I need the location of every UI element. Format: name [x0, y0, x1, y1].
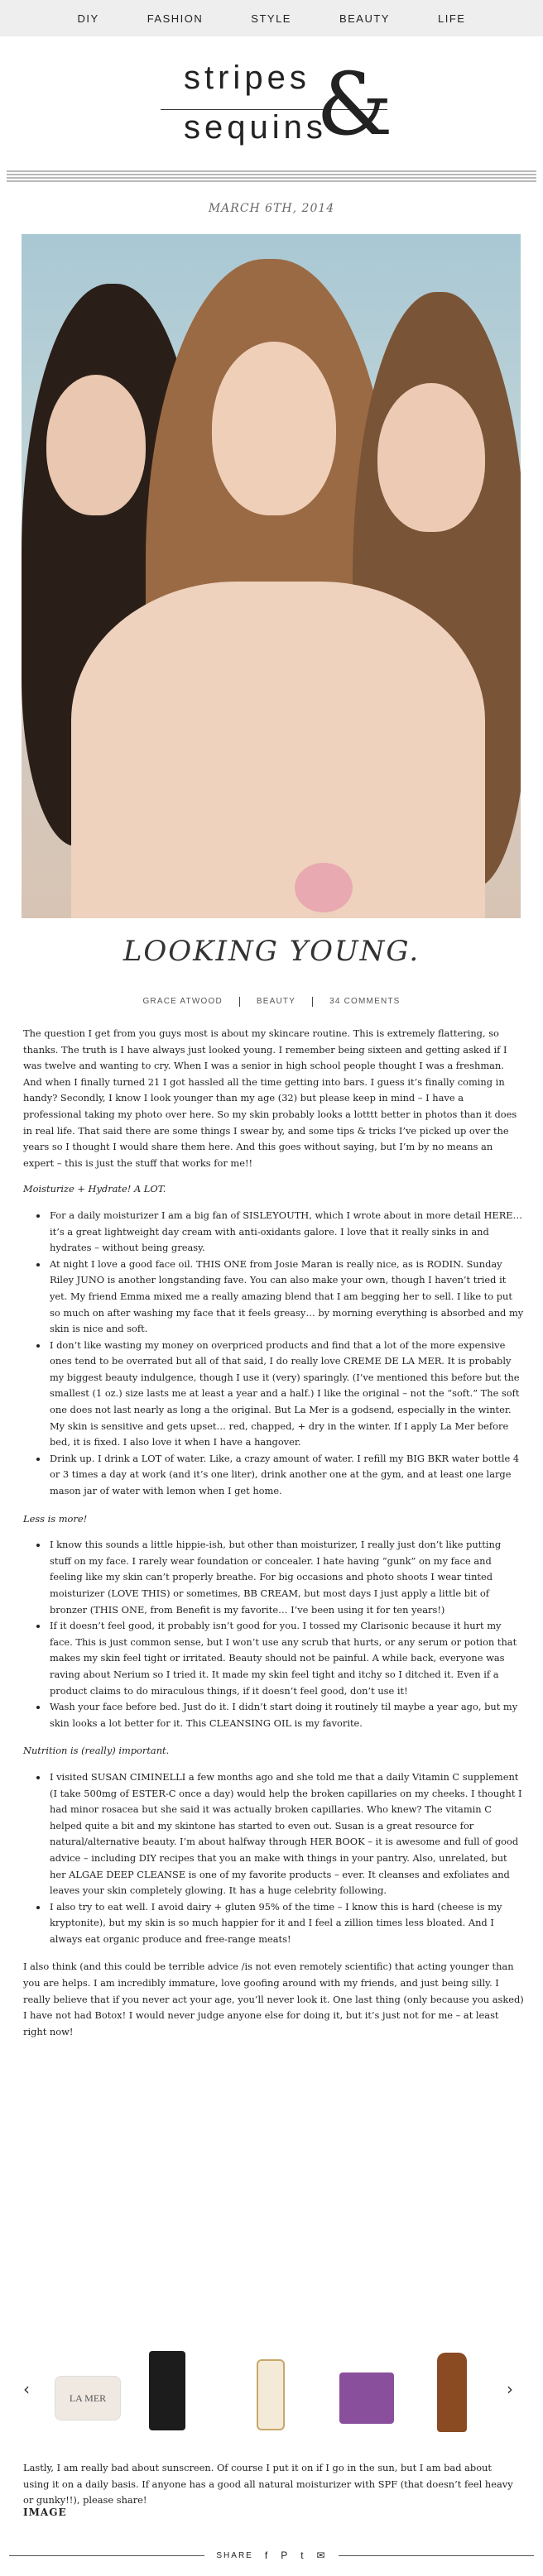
post-closing: Lastly, I am really bad about sunscreen. Of course I put it on if I go in the sun, but I am bad about using it on a daily basis. If anyone has a good all natural moisturizer with SPF (that doesn’t feel heavy or gunky!!), please share!	[23, 2462, 513, 2507]
section-heading-moisturize: Moisturize + Hydrate! A LOT.	[23, 1183, 166, 1195]
post-category[interactable]: BEAUTY	[256, 997, 296, 1006]
share-rule	[339, 2555, 534, 2556]
product-tinted-moisturizer[interactable]	[149, 2351, 185, 2430]
post-title: LOOKING YOUNG.	[123, 935, 420, 968]
nav-item-style[interactable]: STYLE	[251, 12, 291, 25]
post-meta	[0, 997, 543, 1007]
carousel-prev-arrow-icon[interactable]: ‹	[23, 2379, 30, 2399]
post-comments-link[interactable]: 34 COMMENTS	[329, 997, 401, 1006]
list-less-is-more	[23, 1537, 525, 1731]
list-item: I don’t like wasting my money on overpriced products and find that a lot of the more expensive ones tend to be overrated but all of that said, I do really love CREME DE LA MER. It is probably my biggest beauty indulgence, though I use it (very) sparingly. (I’ve mentioned this before but the smallest (1 oz.) size lasts me at least a year and a half.) I like the original – not the “soft.” The soft one does not last nearly as long a the original. But La Mer is a godsend, especially in the winter. My skin is sensitive and gets upset… red, chapped, + dry in the winter. If I apply La Mer before bed, it is fixed. I also love it when I have a hangover.	[23, 1338, 525, 1451]
post-date: MARCH 6TH, 2014	[208, 202, 335, 215]
image-credit-link[interactable]: IMAGE	[23, 2507, 67, 2518]
product-bronzer[interactable]	[339, 2373, 394, 2424]
share-rule	[9, 2555, 204, 2556]
nav-item-fashion[interactable]: FASHION	[147, 12, 204, 25]
post-intro: The question I get from you guys most is about my skincare routine. This is extremely flattering, so thanks. The truth is I have always just looked young. I remember being sixteen and getting asked if I was twelve and wanting to cry. When I was a senior in high school people thought I was a freshman. And when I finally turned 21 I got hassled all the time getting into bars. I guess it’s finally coming in handy? Secondly, I know I look younger than my age (32) but please keep in mind – I have a professional taking my photo over here. So my skin probably looks a lotttt better in photos than it does in real life. That said there are some things I swear by, and some tips & tricks I’ve picked up over the years so I thought I would share them here. And this goes without saying, but I’m by no means an expert – this is just the stuff that works for me!!	[23, 1027, 517, 1169]
nav-item-life[interactable]: LIFE	[437, 12, 466, 25]
logo-word-sequins: sequins	[184, 109, 327, 146]
meta-separator	[239, 997, 240, 1007]
post-author[interactable]: GRACE ATWOOD	[142, 997, 223, 1006]
section-heading-less-is-more: Less is more!	[23, 1512, 88, 1525]
list-item: For a daily moisturizer I am a big fan of SISLEYOUTH, which I wrote about in more detail HERE… it’s a great lightweight day cream with anti-oxidants galore. I love that it really sinks in and hydrates – without being greasy.	[23, 1208, 525, 1257]
list-item: At night I love a good face oil. THIS ONE from Josie Maran is really nice, as is RODIN. Sunday Riley JUNO is another longstanding fave. You can also make your own, though I haven’t tried it yet. My friend Emma mixed me a really amazing blend that I am begging her to sell. I like to put so much on after washing my face that it feels greasy… by morning everything is absorbed and my skin is nice and soft.	[23, 1257, 525, 1338]
list-item: I know this sounds a little hippie-ish, but other than moisturizer, I really just don’t like putting stuff on my face. I rarely wear foundation or concealer. I hate having “gunk” on my face and feeling like my skin can’t properly breathe. For big occasions and photo shoots I wear tinted moisturizer (LOVE THIS) or sometimes, BB CREAM, but most days I just apply a little bit of bronzer (THIS ONE, from Benefit is my favorite… I’ve been using it for ten years!)	[23, 1537, 525, 1618]
post-outro: I also think (and this could be terrible advice /is not even remotely scientific) that acting younger than you are helps. I am incredibly immature, love goofing around with my friends, and just being silly. I really believe that if you never act your age, you’ll never look it. One last thing (only because you asked) I have not had Botox! I would never judge anyone else for doing it, but it’s just not for me – at least right now!	[23, 1961, 524, 2037]
post-body	[23, 1026, 525, 2050]
list-item: Drink up. I drink a LOT of water. Like, a crazy amount of water. I refill my BIG BKR water bottle 4 or 3 times a day at work (and it’s one liter), drink another one at the gym, and at least one large mason jar of water with lemon when I get home.	[23, 1451, 525, 1500]
product-cleansing-oil[interactable]	[437, 2353, 467, 2432]
facebook-icon[interactable]: f	[264, 2550, 270, 2561]
share-label: SHARE	[216, 2550, 253, 2560]
pinterest-icon[interactable]: P	[281, 2550, 290, 2561]
carousel-next-arrow-icon[interactable]: ›	[507, 2379, 513, 2399]
top-nav	[0, 0, 543, 36]
logo-word-stripes: stripes	[184, 60, 310, 96]
meta-separator	[312, 997, 313, 1007]
share-bar	[0, 2550, 543, 2561]
email-icon[interactable]: ✉	[316, 2550, 327, 2561]
hero-photo	[22, 234, 521, 918]
site-logo[interactable]	[0, 36, 543, 155]
product-carousel	[0, 2341, 543, 2442]
nav-item-diy[interactable]: DIY	[77, 12, 99, 25]
striped-divider-top	[7, 170, 536, 182]
list-nutrition	[23, 1769, 525, 1948]
list-item: I also try to eat well. I avoid dairy + gluten 95% of the time – I know this is hard (cheese is my kryptonite), but my skin is so much happier for it and I feel a zillion times less bloated. And I always eat organic produce and free-range meats!	[23, 1899, 525, 1948]
twitter-icon[interactable]: t	[300, 2550, 305, 2561]
nav-item-beauty[interactable]: BEAUTY	[339, 12, 390, 25]
list-item: Wash your face before bed. Just do it. I didn’t start doing it routinely til maybe a year ago, but my skin looks a lot better for it. This CLEANSING OIL is my favorite.	[23, 1699, 525, 1731]
list-item: I visited SUSAN CIMINELLI a few months ago and she told me that a daily Vitamin C supplement (I take 500mg of ESTER-C once a day) would help the broken capillaries on my cheeks. I thought I had minor rosacea but she said it was actually broken capillaries. Who knew? The vitamin C helped quite a bit and my skintone has started to even out. Susan is a great resource for natural/alternative beauty. I’m about halfway through HER BOOK – it is awesome and full of good advice – including DIY recipes that you an make with things in your pantry. Also, unrelated, but her ALGAE DEEP CLEANSE is one of my favorite products – ever. It cleanses and exfoliates and leaves your skin completely glowing. It has a huge celebrity following.	[23, 1769, 525, 1899]
section-heading-nutrition: Nutrition is (really) important.	[23, 1745, 170, 1757]
list-item: If it doesn’t feel good, it probably isn’t good for you. I tossed my Clarisonic because it hurt my face. This is just common sense, but I won’t use any scrub that hurts, or any serum or potion that makes my skin feel tight or irritated. Beauty should not be painful. A while back, everyone was raving about Nerium so I tried it. It made my skin feel tight and itchy so I ditched it. Even if a product claims to do miraculous things, if it doesn’t feel good, don’t use it!	[23, 1618, 525, 1699]
list-moisturize	[23, 1208, 525, 1500]
logo-ampersand: &	[316, 54, 393, 155]
product-face-oil[interactable]	[257, 2359, 285, 2430]
product-la-mer[interactable]: LA MER	[55, 2376, 121, 2420]
